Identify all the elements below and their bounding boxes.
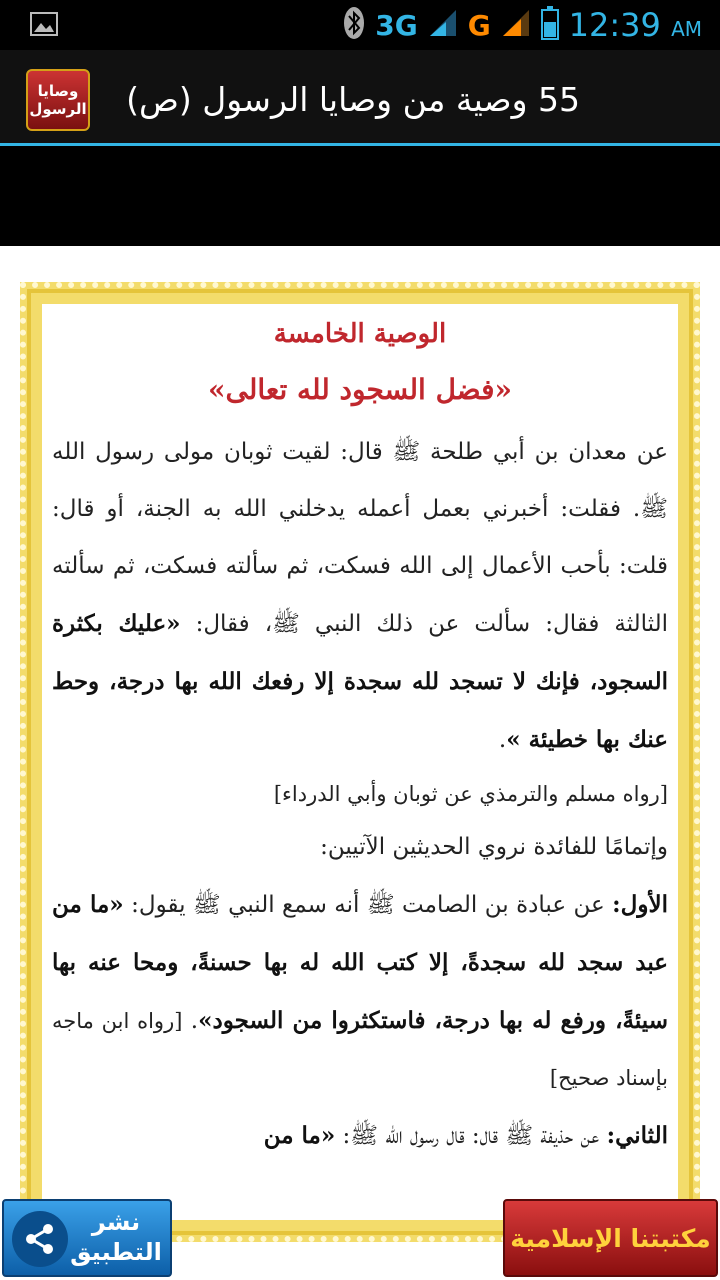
hadith-text: عن معدان بن أبي طلحة ﷺ قال: لقيت ثوبان مولى رسول الله ﷺ. فقلت: أخبرني بعمل أعمله يدخلني الله به الجنة، أو قال: قلت: بأحب الأعمال إلى الله فسكت، ثم سألته فسكت، ثم سألته الثالثة فقال: سألت عن ذلك النبي ﷺ، فقال: xyxy=(52,439,668,637)
app-icon[interactable] xyxy=(26,69,90,131)
image-icon xyxy=(30,12,58,36)
second-text: عن حذيفة ﷺ قال: قال رسول الله ﷺ: xyxy=(335,1123,607,1149)
app-icon-text: وصايا xyxy=(37,82,79,100)
page-text xyxy=(52,310,668,1230)
source-citation: [رواه مسلم والترمذي عن ثوبان وأبي الدرداء] xyxy=(273,782,668,806)
app-title: 55 وصية من وصايا الرسول (ص) xyxy=(126,80,580,119)
first-text: عن عبادة بن الصامت ﷺ أنه سمع النبي ﷺ يقول: xyxy=(123,892,613,918)
share-label-line1: نشر xyxy=(91,1208,141,1236)
clock: 12:39 AM xyxy=(568,6,702,44)
first-hadith xyxy=(52,876,668,1107)
page-subheading: «فضل السجود لله تعالى» xyxy=(208,373,512,406)
second-quote: «ما من xyxy=(263,1122,336,1149)
ad-space xyxy=(0,146,720,246)
app-icon-text: الرسول xyxy=(29,100,87,118)
first-label: الأول: xyxy=(612,891,668,918)
signal-icon xyxy=(501,8,531,42)
source-citation: [رواه ابن ماجه بإسناد صحيح] xyxy=(52,1009,668,1090)
hadith-quote: «عليك بكثرة السجود، فإنك لا تسجد لله سجدة إلا رفعك الله بها درجة، وحط عنك بها خطيئة » xyxy=(52,610,668,753)
intro-text: وإتمامًا للفائدة نروي الحديثين الآتيين: xyxy=(320,834,668,860)
bluetooth-icon xyxy=(343,6,365,44)
battery-icon xyxy=(541,6,559,44)
network-g-label: G xyxy=(467,8,491,42)
library-button[interactable]: مكتبتنا الإسلامية xyxy=(503,1199,718,1277)
hadith-paragraph xyxy=(52,424,668,769)
second-label: الثاني: xyxy=(606,1122,668,1149)
share-label-line2: التطبيق xyxy=(70,1238,162,1266)
share-app-button[interactable] xyxy=(2,1199,172,1277)
network-3g-label: 3G xyxy=(375,8,418,42)
signal-icon xyxy=(428,8,458,42)
page-heading: الوصية الخامسة xyxy=(273,319,447,349)
first-text-end: . xyxy=(182,1008,199,1034)
first-quote: «ما من عبد سجد لله سجدةً، إلا كتب الله له بها حسنةً، ومحا عنه بها سيئةً، ورفع له بها درجة، فاستكثروا من السجود» xyxy=(52,891,668,1034)
second-hadith xyxy=(52,1107,668,1165)
status-bar xyxy=(0,0,720,50)
share-icon xyxy=(12,1211,68,1267)
hadith-text-end: . xyxy=(498,727,507,753)
share-label xyxy=(68,1207,164,1267)
